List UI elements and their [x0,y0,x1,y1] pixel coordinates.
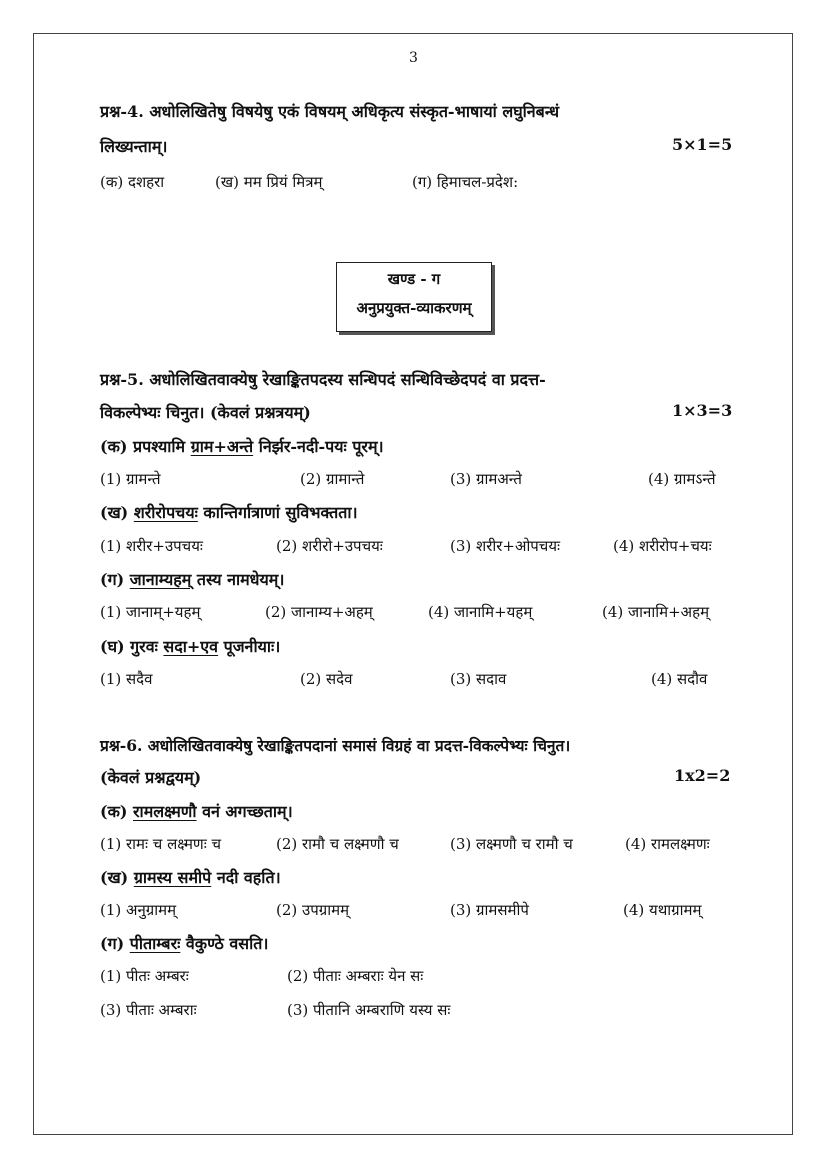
q4-marks: 5×1=5 [672,135,733,154]
q6a-sentence [100,800,293,822]
q6c-option: (2) पीताः अम्बराः येन सः [287,967,424,985]
q5c-option: (2) जानाम्य+अहम् [265,603,373,621]
q5c-suffix: तस्य नामधेयम्। [191,570,285,589]
q5d-sentence [100,635,280,657]
q5c-prefix: (ग) [100,570,130,589]
q6b-sentence [100,866,281,888]
section-subtitle: अनुप्रयुक्त-व्याकरणम् [356,299,472,317]
q5a-option: (3) ग्रामअन्ते [450,470,522,488]
q6b-option: (1) अनुग्रामम् [100,901,177,919]
q5d-option: (2) सदेव [300,670,353,688]
q5b-option: (2) शरीरो+उपचयः [276,537,383,555]
q4-option: (ख) मम प्रियं मित्रम् [215,173,323,191]
section-heading-box [336,262,492,332]
q5d-suffix: पूजनीयाः। [218,637,281,656]
q5b-prefix: (ख) [100,503,134,522]
q5a-suffix: निर्झर-नदी-पयः पूरम्। [253,437,384,456]
q5a-option: (2) ग्रामान्ते [300,470,365,488]
q5c-underlined: जानाम्यहम् [129,570,192,589]
q5-text-line1: प्रश्न-5. अधोलिखितवाक्येषु रेखाङ्कितपदस्य सन्धिपदं सन्धिविच्छेदपदं वा प्रदत्त- [100,370,546,389]
q6a-option: (4) रामलक्ष्मणः [625,835,710,853]
q5b-option: (4) शरीरोप+चयः [613,537,712,555]
q5a-prefix: (क) प्रपश्यामि [100,437,191,456]
q6b-underlined: ग्रामस्य समीपे [133,868,212,887]
q5d-underlined: सदा+एव [163,637,219,656]
q6c-prefix: (ग) [100,934,130,953]
q5d-option: (4) सदौव [651,670,708,688]
q5a-underlined: ग्राम+अन्ते [190,437,254,456]
q5b-option: (3) शरीर+ओपचयः [450,537,561,555]
section-title: खण्ड - ग [387,270,441,288]
q5c-option: (4) जानामि+अहम् [602,603,710,621]
q6b-suffix: नदी वहति। [211,868,281,887]
q6c-sentence [100,932,268,954]
q6b-option: (3) ग्रामसमीपे [450,901,529,919]
q5d-prefix: (घ) गुरवः [100,637,164,656]
q5b-sentence [100,501,358,523]
q6c-underlined: पीताम्बरः [129,934,181,953]
q5a-option: (1) ग्रामन्ते [100,470,161,488]
q5a-sentence [100,435,384,457]
q6b-option: (2) उपग्रामम् [276,901,350,919]
q6a-prefix: (क) [100,802,133,821]
q5d-option: (1) सदैव [100,670,153,688]
page-number: 3 [409,50,418,66]
q6c-option: (1) पीतः अम्बरः [100,967,189,985]
q6a-option: (3) लक्ष्मणौ च रामौ च [450,835,573,853]
q6a-option: (1) रामः च लक्ष्मणः च [100,835,222,853]
q6c-suffix: वैकुण्ठे वसति। [180,934,269,953]
q5-text-line2: विकल्पेभ्यः चिनुत। (केवलं प्रश्नत्रयम्) [100,403,311,422]
q5b-suffix: कान्तिर्गात्राणां सुविभक्तता। [197,503,358,522]
q5c-option: (1) जानाम्+यहम् [100,603,201,621]
q6b-option: (4) यथाग्रामम् [623,901,702,919]
q5c-sentence [100,568,284,590]
q6c-option: (3) पीतानि अम्बराणि यस्य सः [287,1001,451,1019]
q6a-option: (2) रामौ च लक्ष्मणौ च [276,835,399,853]
q6b-prefix: (ख) [100,868,134,887]
q4-text-line1: प्रश्न-4. अधोलिखितेषु विषयेषु एकं विषयम् अधिकृत्य संस्कृत-भाषायां लघुनिबन्धं [100,102,560,121]
q5b-underlined: शरीरोपचयः [133,503,198,522]
q5c-option: (4) जानामि+यहम् [428,603,533,621]
q6-text-line1: प्रश्न-6. अधोलिखितवाक्येषु रेखाङ्कितपदानां समासं विग्रहं वा प्रदत्त-विकल्पेभ्यः चिनुत। [100,736,571,755]
q6c-option: (3) पीताः अम्बराः [100,1001,197,1019]
q6-text-line2: (केवलं प्रश्नद्वयम्) [100,768,202,787]
q5d-option: (3) सदाव [450,670,507,688]
q6a-underlined: रामलक्ष्मणौ [133,802,197,821]
q6a-suffix: वनं अगच्छताम्। [196,802,293,821]
q5a-option: (4) ग्रामऽन्ते [648,470,716,488]
q5b-option: (1) शरीर+उपचयः [100,537,203,555]
q4-option: (क) दशहरा [100,173,165,191]
q4-option: (ग) हिमाचल-प्रदेश: [412,173,519,191]
q4-text-line2: लिख्यन्ताम्। [100,137,168,156]
q6-marks: 1x2=2 [674,766,731,785]
q5-marks: 1×3=3 [672,401,733,420]
